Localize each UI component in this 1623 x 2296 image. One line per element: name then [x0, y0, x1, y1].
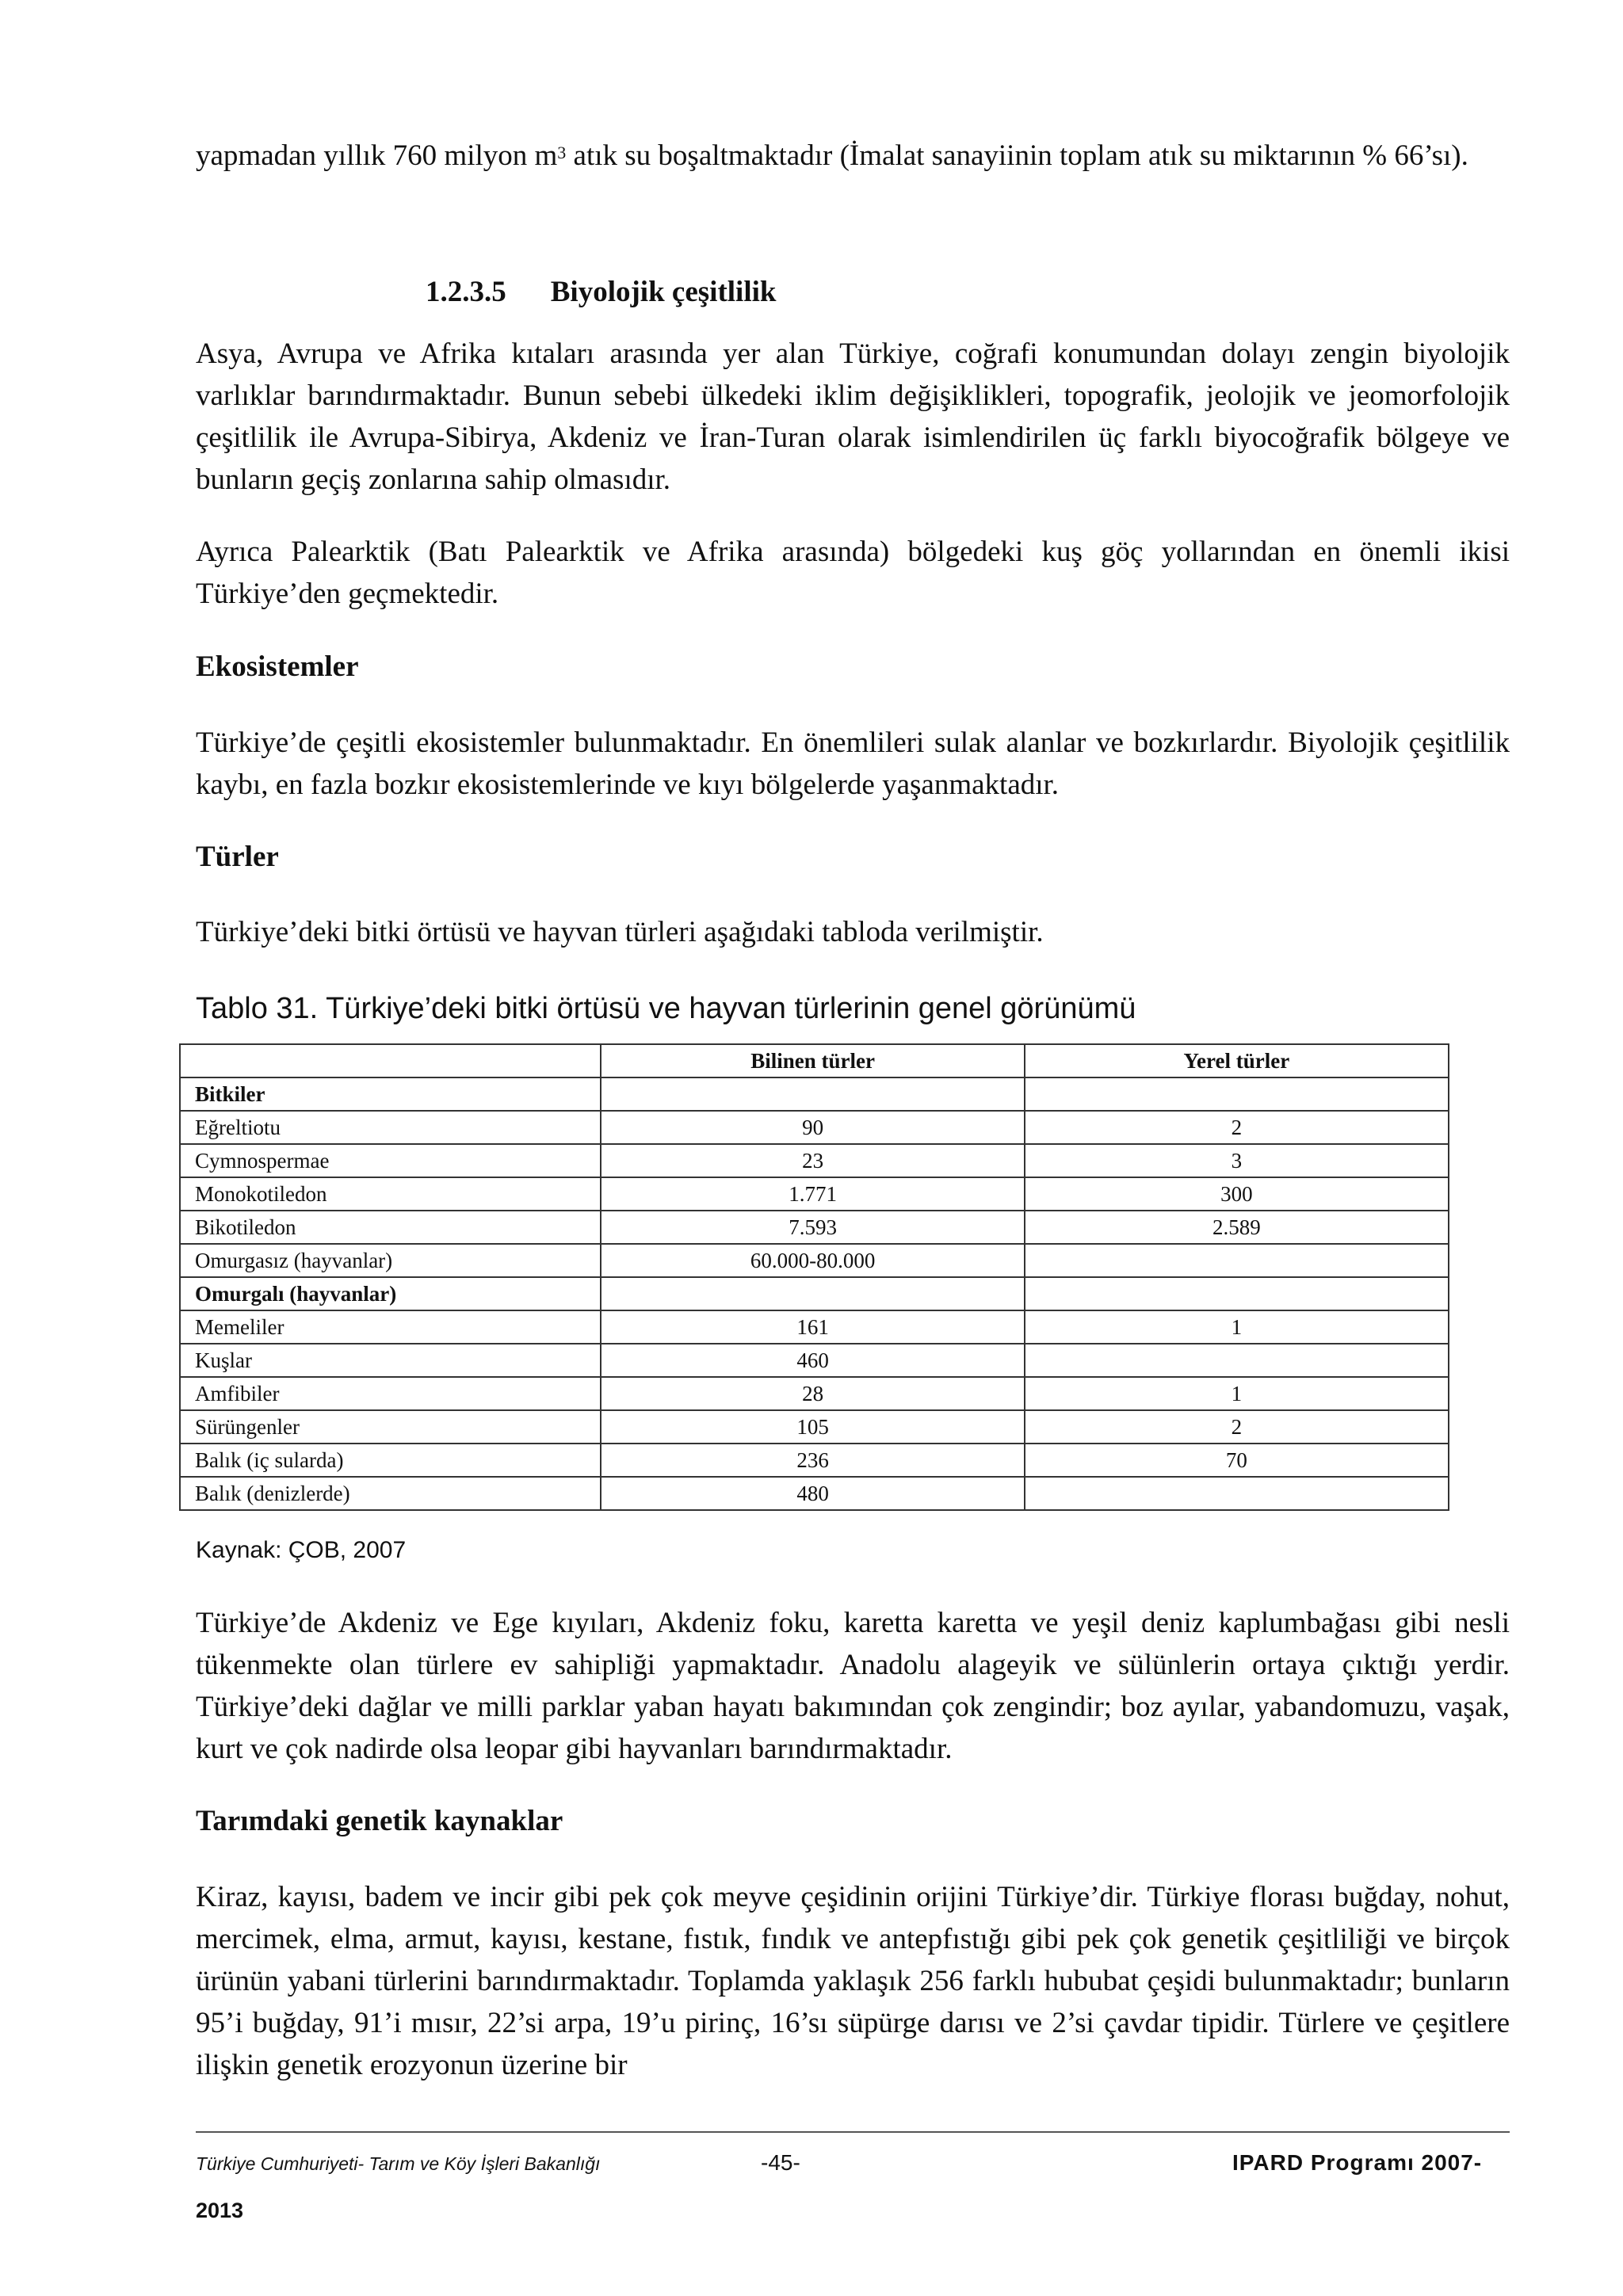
local-cell: 1 — [1025, 1377, 1449, 1410]
local-cell: 2 — [1025, 1410, 1449, 1444]
table-source: Kaynak: ÇOB, 2007 — [196, 1537, 407, 1563]
table-row — [180, 1077, 1449, 1111]
row-label: Bikotiledon — [180, 1211, 601, 1244]
table-row — [180, 1277, 1449, 1310]
section-heading — [426, 271, 776, 313]
paragraph-ecosystems: Türkiye’de çeşitli ekosistemler bulunmaktadır. En önemlileri sulak alanlar ve bozkırlardır. Biyolojik çeşitlilik kaybı, en fazla bozkır ekosistemlerinde ve kıyı bölgelerde yaşanmaktadır. — [196, 727, 1510, 801]
row-label: Balık (denizlerde) — [180, 1477, 601, 1510]
footer-year: 2013 — [196, 2199, 244, 2222]
table-row — [180, 1144, 1449, 1177]
row-label: Balık (iç sularda) — [180, 1444, 601, 1477]
paragraph-biodiversity: Asya, Avrupa ve Afrika kıtaları arasında yer alan Türkiye, coğrafi konumundan dolayı zengin biyolojik varlıklar barındırmaktadır. Bunun sebebi ülkedeki iklim değişiklikleri, topografik, jeolojik ve jeomorfolojik çeşitlilik ile Avrupa-Sibirya, Akdeniz ve İran-Turan olarak isimlendirilen üç farklı biyocoğrafik bölgeye ve bunların geçiş zonlarına sahip olmasıdır. — [196, 338, 1510, 496]
intro-text-start: yapmadan yıllık 760 milyon m — [196, 139, 558, 172]
known-cell: 60.000-80.000 — [601, 1244, 1024, 1277]
known-cell — [601, 1077, 1024, 1111]
known-cell: 236 — [601, 1444, 1024, 1477]
known-cell: 460 — [601, 1344, 1024, 1377]
footer-program: IPARD Programı 2007- — [1232, 2150, 1483, 2175]
local-cell: 1 — [1025, 1310, 1449, 1344]
known-cell: 105 — [601, 1410, 1024, 1444]
table-caption: Tablo 31. Türkiye’deki bitki örtüsü ve hayvan türlerinin genel görünümü — [196, 992, 1136, 1025]
row-label: Kuşlar — [180, 1344, 601, 1377]
section-title: Biyolojik çeşitlilik — [550, 276, 777, 308]
row-label: Monokotiledon — [180, 1177, 601, 1211]
footer-ministry: Türkiye Cumhuriyeti- Tarım ve Köy İşleri Bakanlığı — [196, 2153, 601, 2174]
local-cell — [1025, 1244, 1449, 1277]
known-cell: 23 — [601, 1144, 1024, 1177]
local-cell — [1025, 1477, 1449, 1510]
heading-turler: Türler — [196, 841, 279, 873]
known-cell: 480 — [601, 1477, 1024, 1510]
known-cell: 7.593 — [601, 1211, 1024, 1244]
local-cell — [1025, 1277, 1449, 1310]
local-cell — [1025, 1077, 1449, 1111]
footer-page-number: -45- — [761, 2150, 800, 2175]
table-row — [180, 1477, 1449, 1510]
known-cell: 90 — [601, 1111, 1024, 1144]
table-row — [180, 1344, 1449, 1377]
row-label: Omurgasız (hayvanlar) — [180, 1244, 601, 1277]
row-label: Memeliler — [180, 1310, 601, 1344]
local-cell: 3 — [1025, 1144, 1449, 1177]
row-label: Cymnospermae — [180, 1144, 601, 1177]
table-row — [180, 1410, 1449, 1444]
row-label: Bitkiler — [180, 1077, 601, 1111]
table-header-row — [180, 1044, 1449, 1077]
row-label: Amfibiler — [180, 1377, 601, 1410]
header-cell-local: Yerel türler — [1025, 1044, 1449, 1077]
table-row — [180, 1444, 1449, 1477]
footer-divider — [196, 2131, 1510, 2133]
heading-genetik: Tarımdaki genetik kaynaklar — [196, 1805, 563, 1837]
intro-paragraph — [196, 135, 1510, 177]
row-label: Eğreltiotu — [180, 1111, 601, 1144]
intro-text-end: atık su boşaltmaktadır (İmalat sanayiinin toplam atık su miktarının % 66’sı). — [566, 139, 1468, 172]
table-row — [180, 1244, 1449, 1277]
known-cell: 161 — [601, 1310, 1024, 1344]
known-cell — [601, 1277, 1024, 1310]
species-table-body — [180, 1044, 1449, 1510]
table-row — [180, 1111, 1449, 1144]
table-row — [180, 1211, 1449, 1244]
header-cell-empty — [180, 1044, 601, 1077]
species-table — [179, 1043, 1449, 1511]
row-label: Omurgalı (hayvanlar) — [180, 1277, 601, 1310]
known-cell: 28 — [601, 1377, 1024, 1410]
table-row — [180, 1177, 1449, 1211]
paragraph-wildlife: Türkiye’de Akdeniz ve Ege kıyıları, Akdeniz foku, karetta karetta ve yeşil deniz kaplumbağası gibi nesli tükenmekte olan türlere ev sahipliği yapmaktadır. Anadolu alageyik ve sülünlerin ortaya çıktığı yerdir. Türkiye’deki dağlar ve milli parklar yaban hayatı bakımından çok zengindir; boz ayılar, yabandomuzu, vaşak, kurt ve çok nadirde olsa leopar gibi hayvanları barındırmaktadır. — [196, 1607, 1510, 1765]
paragraph-genetic-resources: Kiraz, kayısı, badem ve incir gibi pek çok meyve çeşidinin orijini Türkiye’dir. Türkiye florası buğday, nohut, mercimek, elma, armut, kayısı, kestane, fıstık, fındık ve antepfıstığı gibi pek çok genetik çeşitliliği ve birçok ürünün yabani türlerini barındırmaktadır. Toplamda yaklaşık 256 farklı hububat çeşidi bulunmaktadır; bunların 95’i buğday, 91’i mısır, 22’si arpa, 19’u pirinç, 16’sı süpürge darısı ve 2’si çavdar tipidir. Türlere ve çeşitlere ilişkin genetik erozyonun üzerine bir — [196, 1881, 1510, 2081]
known-cell: 1.771 — [601, 1177, 1024, 1211]
table-row — [180, 1377, 1449, 1410]
row-label: Sürüngenler — [180, 1410, 601, 1444]
local-cell — [1025, 1344, 1449, 1377]
local-cell: 300 — [1025, 1177, 1449, 1211]
local-cell: 2 — [1025, 1111, 1449, 1144]
intro-superscript: 3 — [557, 143, 567, 162]
local-cell: 2.589 — [1025, 1211, 1449, 1244]
section-number: 1.2.3.5 — [426, 276, 506, 308]
paragraph-species-intro: Türkiye’deki bitki örtüsü ve hayvan türleri aşağıdaki tabloda verilmiştir. — [196, 916, 1044, 948]
table-row — [180, 1310, 1449, 1344]
heading-ekosistemler: Ekosistemler — [196, 650, 359, 683]
paragraph-bird-migration: Ayrıca Palearktik (Batı Palearktik ve Afrika arasında) bölgedeki kuş göç yollarından en önemli ikisi Türkiye’den geçmektedir. — [196, 536, 1510, 610]
local-cell: 70 — [1025, 1444, 1449, 1477]
header-cell-known: Bilinen türler — [601, 1044, 1024, 1077]
